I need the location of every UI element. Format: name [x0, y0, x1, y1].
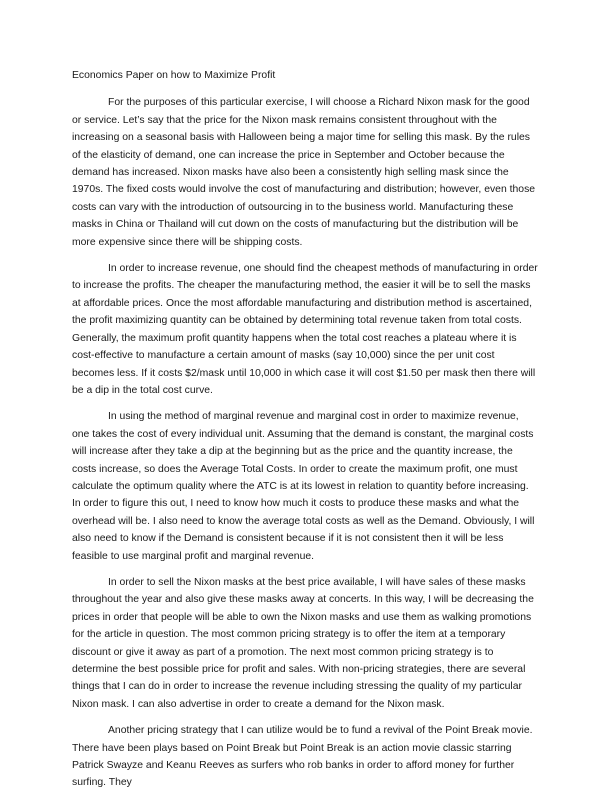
- paragraph-5: Another pricing strategy that I can utilize would be to fund a revival of the Point Break movie. There have been plays based on Point Break but Point Break is an action movie classic starring Patrick Swayze and Keanu Reeves as surfers who rob banks in order to afford money for further surfing. They: [72, 725, 533, 789]
- document-title: Economics Paper on how to Maximize Profit: [72, 70, 276, 81]
- paragraph-4: In order to sell the Nixon masks at the best price available, I will have sales of these masks throughout the year and also give these masks away at concerts. In this way, I will be decreasing the prices in order that people will be able to own the Nixon masks and use them as walking promotions for the article in question. The most common pricing strategy is to offer the item at a temporary discount or give it away as part of a promotion. The next most common pricing strategy is to determine the best possible price for profit and sales. With non-pricing strategies, there are several things that I can do in order to increase the revenue including stressing the quality of my particular Nixon mask. I can also advertise in order to create a demand for the Nixon mask.: [72, 576, 534, 710]
- paragraph-1: For the purposes of this particular exercise, I will choose a Richard Nixon mask for the good or service. Let’s say that the price for the Nixon mask remains consistent throughout with the increasing on a seasonal basis with Halloween being a major time for selling this mask. By the rules of the elasticity of demand, one can increase the price in September and October because the demand has increased. Nixon masks have also been a consistently high selling mask since the 1970s. The fixed costs would involve the cost of manufacturing and distribution; however, even those costs can vary with the introduction of outsourcing in to the business world. Manufacturing these masks in China or Thailand will cut down on the costs of manufacturing but the distribution will be more expensive since there will be shipping costs.: [72, 97, 536, 248]
- paragraph-2: In order to increase revenue, one should find the cheapest methods of manufacturing in order to increase the profits. The cheaper the manufacturing method, the easier it will be to sell the masks at affordable prices. Once the most affordable manufacturing and distribution method is ascertained, the profit maximizing quantity can be obtained by determining total revenue taken from total costs. Generally, the maximum profit quantity happens when the total cost reaches a plateau where it is cost-effective to manufacture a certain amount of masks (say 10,000) since the per unit cost becomes less. If it costs $2/mask until 10,000 in which case it will cost $1.50 per mask then there will be a dip in the total cost curve.: [72, 263, 538, 396]
- paragraph-3: In using the method of marginal revenue and marginal cost in order to maximize revenue, one takes the cost of every individual unit. Assuming that the demand is constant, the marginal costs will increase after they take a dip at the beginning but as the price and the quantity increase, the costs increase, so does the Average Total Costs. In order to create the maximum profit, one must calculate the optimum quality where the ATC is at its lowest in relation to quantity before increasing. In order to figure this out, I need to know how much it costs to produce these masks and what the overhead will be. I also need to know the average total costs as well as the Demand. Obviously, I will also need to know if the Demand is consistent because if it is not consistent then it will be less feasible to use marginal profit and marginal revenue.: [72, 411, 535, 562]
